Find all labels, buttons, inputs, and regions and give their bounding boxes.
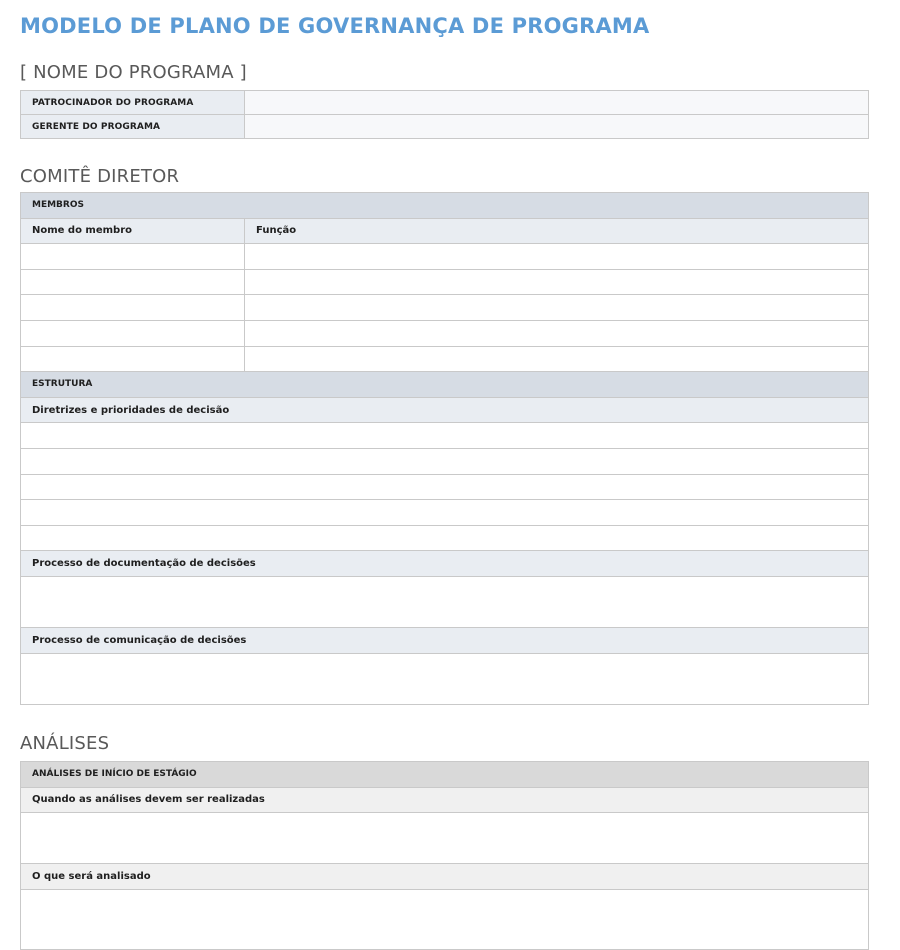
- what-reviewed-field[interactable]: [21, 889, 869, 949]
- member-role-field[interactable]: [245, 269, 869, 295]
- member-name-field[interactable]: [21, 244, 245, 270]
- communication-process-label: Processo de comunicação de decisões: [21, 627, 869, 653]
- documentation-label-row: [21, 551, 869, 577]
- steering-committee-table: [20, 192, 869, 705]
- communication-process-field[interactable]: [21, 653, 869, 704]
- manager-field[interactable]: [245, 115, 869, 139]
- member-name-field[interactable]: [21, 269, 245, 295]
- steering-committee-heading: COMITÊ DIRETOR: [20, 166, 180, 187]
- member-row: [21, 320, 869, 346]
- sponsor-label: PATROCINADOR DO PROGRAMA: [21, 91, 245, 115]
- guidelines-label-row: [21, 397, 869, 423]
- members-section-header: MEMBROS: [21, 193, 869, 219]
- documentation-process-label: Processo de documentação de decisões: [21, 551, 869, 577]
- guidelines-field[interactable]: [21, 448, 869, 474]
- guidelines-row: [21, 500, 869, 526]
- member-role-field[interactable]: [245, 346, 869, 372]
- column-header-member-name: Nome do membro: [21, 218, 245, 244]
- guidelines-field[interactable]: [21, 474, 869, 500]
- member-name-field[interactable]: [21, 320, 245, 346]
- sponsor-row: [21, 91, 869, 115]
- member-name-field[interactable]: [21, 346, 245, 372]
- member-row: [21, 269, 869, 295]
- guidelines-field[interactable]: [21, 500, 869, 526]
- what-value-row: [21, 889, 869, 949]
- member-name-field[interactable]: [21, 295, 245, 321]
- when-value-row: [21, 813, 869, 864]
- column-header-role: Função: [245, 218, 869, 244]
- structure-section-row: [21, 372, 869, 398]
- guidelines-row: [21, 448, 869, 474]
- member-row: [21, 295, 869, 321]
- guidelines-row: [21, 474, 869, 500]
- members-section-row: [21, 193, 869, 219]
- member-row: [21, 244, 869, 270]
- member-role-field[interactable]: [245, 320, 869, 346]
- member-role-field[interactable]: [245, 244, 869, 270]
- documentation-process-field[interactable]: [21, 576, 869, 627]
- guidelines-field[interactable]: [21, 423, 869, 449]
- when-reviews-field[interactable]: [21, 813, 869, 864]
- member-row: [21, 346, 869, 372]
- sponsor-field[interactable]: [245, 91, 869, 115]
- members-column-headers: [21, 218, 869, 244]
- guidelines-label: Diretrizes e prioridades de decisão: [21, 397, 869, 423]
- communication-value-row: [21, 653, 869, 704]
- guidelines-field[interactable]: [21, 525, 869, 551]
- what-label-row: [21, 864, 869, 890]
- when-label-row: [21, 787, 869, 813]
- communication-label-row: [21, 627, 869, 653]
- program-name[interactable]: [ NOME DO PROGRAMA ]: [20, 62, 247, 83]
- manager-label: GERENTE DO PROGRAMA: [21, 115, 245, 139]
- guidelines-row: [21, 525, 869, 551]
- when-reviews-label: Quando as análises devem ser realizadas: [21, 787, 869, 813]
- stage-start-section-row: [21, 762, 869, 788]
- program-info-table: [20, 90, 869, 139]
- documentation-value-row: [21, 576, 869, 627]
- member-role-field[interactable]: [245, 295, 869, 321]
- stage-start-section-header: ANÁLISES DE INÍCIO DE ESTÁGIO: [21, 762, 869, 788]
- guidelines-row: [21, 423, 869, 449]
- page-title: MODELO DE PLANO DE GOVERNANÇA DE PROGRAMA: [20, 14, 650, 38]
- reviews-heading: ANÁLISES: [20, 733, 110, 754]
- reviews-table: [20, 761, 869, 950]
- manager-row: [21, 115, 869, 139]
- structure-section-header: ESTRUTURA: [21, 372, 869, 398]
- what-reviewed-label: O que será analisado: [21, 864, 869, 890]
